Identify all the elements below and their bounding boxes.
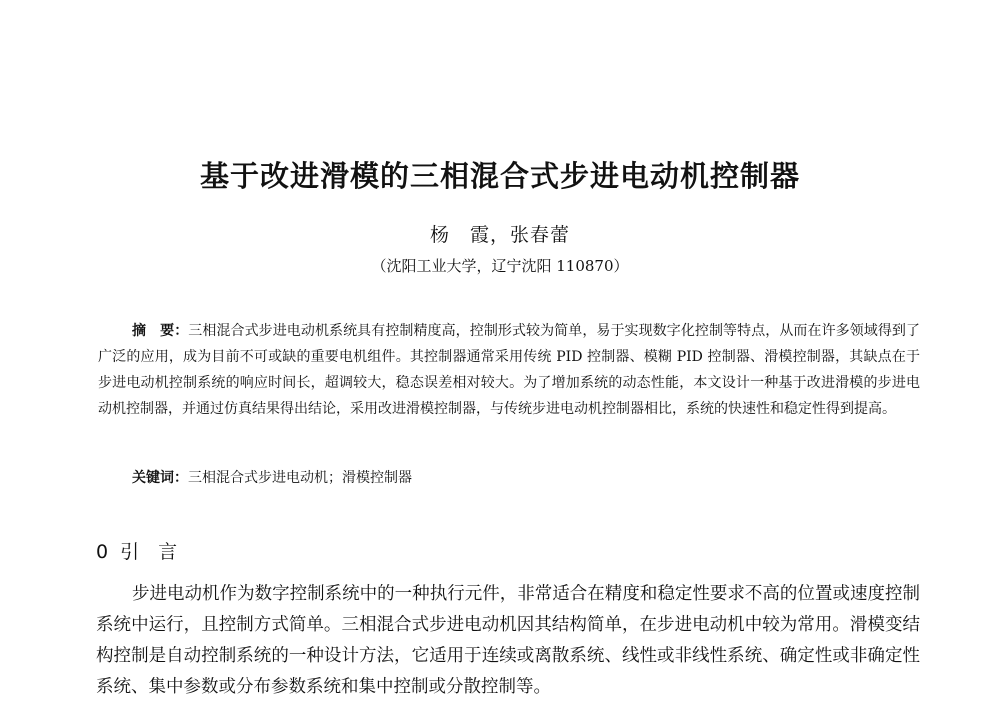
keywords-text: 三相混合式步进电动机；滑模控制器 bbox=[188, 470, 412, 486]
keywords-label: 关键词： bbox=[132, 470, 188, 486]
section-number: 0 bbox=[96, 541, 109, 563]
paper-title: 基于改进滑模的三相混合式步进电动机控制器 bbox=[199, 159, 800, 193]
section-title: 引 言 bbox=[120, 541, 178, 563]
section-heading bbox=[96, 538, 177, 566]
author-affiliation: （沈阳工业大学，辽宁沈阳 110870） bbox=[371, 257, 629, 275]
author-list: 杨 霞，张春蕾 bbox=[429, 224, 570, 246]
keywords-line bbox=[132, 465, 912, 491]
abstract-paragraph bbox=[98, 318, 920, 422]
body-paragraph: 步进电动机作为数字控制系统中的一种执行元件，非常适合在精度和稳定性要求不高的位置或速度控制系统中运行，且控制方式简单。三相混合式步进电动机因其结构简单，在步进电动机中较为常用。滑模变结构控制是自动控制系统的一种设计方法，它适用于连续或离散系统、线性或非线性系统、确定性或非确定性系统、集中参数或分布参数系统和集中控制或分散控制等。 bbox=[96, 584, 920, 697]
abstract-text: 三相混合式步进电动机系统具有控制精度高，控制形式较为简单，易于实现数字化控制等特点，从而在许多领域得到了广泛的应用，成为目前不可或缺的重要电机组件。其控制器通常采用传统 PID 控制器、模糊 PID 控制器、滑模控制器，其缺点在于步进电动机控制系统的响应时间长，超调较大，稳态误差相对较大。为了增加系统的动态性能，本文设计一种基于改进滑模的步进电动机控制器，并通过仿真结果得出结论，采用改进滑模控制器，与传统步进电动机控制器相比，系统的快速性和稳定性得到提高。 bbox=[98, 323, 921, 417]
abstract-label: 摘 要： bbox=[132, 323, 189, 339]
